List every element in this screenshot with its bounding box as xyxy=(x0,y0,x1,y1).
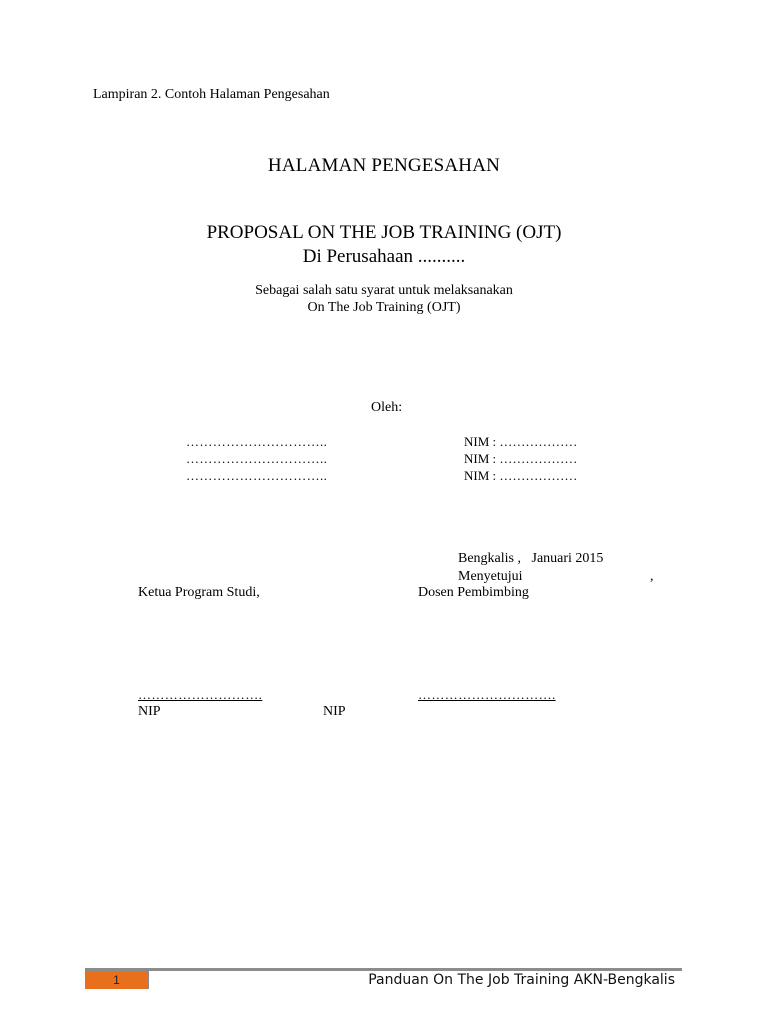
signature-line-left: ………………………. xyxy=(138,687,263,702)
by-label: Oleh: xyxy=(371,400,403,415)
page-title: HALAMAN PENGESAHAN xyxy=(267,155,501,176)
student-name-2: ………………………….. xyxy=(186,451,328,466)
student-nim-2: NIM : ……………… xyxy=(464,451,578,466)
place-date: Bengkalis , Januari 2015 xyxy=(458,551,604,566)
nip-right-label: NIP xyxy=(323,704,346,719)
student-nim-1: NIM : ……………… xyxy=(464,434,578,449)
appendix-label: Lampiran 2. Contoh Halaman Pengesahan xyxy=(93,87,330,102)
student-nim-3: NIM : ……………… xyxy=(464,468,578,483)
purpose-line-2: On The Job Training (OJT) xyxy=(307,300,461,315)
approve-comma: , xyxy=(650,569,654,584)
approve-label: Menyetujui xyxy=(458,569,523,584)
signature-line-right: …………………………. xyxy=(418,687,556,702)
supervisor-label: Dosen Pembimbing xyxy=(418,585,529,600)
kaprodi-label: Ketua Program Studi, xyxy=(138,585,260,600)
page-number: 1 xyxy=(113,973,120,987)
company-line: Di Perusahaan .......... xyxy=(302,246,466,267)
footer-page-box xyxy=(85,971,149,989)
student-name-1: ………………………….. xyxy=(186,434,328,449)
purpose-line-1: Sebagai salah satu syarat untuk melaksanakan xyxy=(255,283,513,298)
proposal-title: PROPOSAL ON THE JOB TRAINING (OJT) xyxy=(206,222,562,243)
nip-left-label: NIP xyxy=(138,704,161,719)
footer-title: Panduan On The Job Training AKN-Bengkalis xyxy=(368,972,675,988)
student-name-3: ………………………….. xyxy=(186,468,328,483)
